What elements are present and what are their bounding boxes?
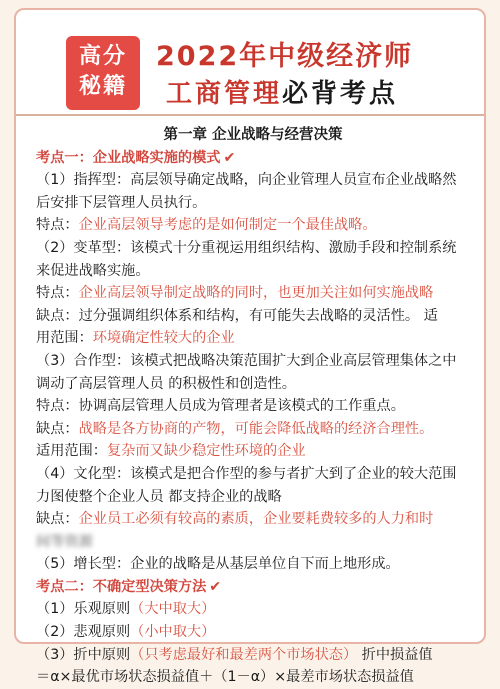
feature-label: 特点： xyxy=(36,217,79,234)
method-note: （小中取大） xyxy=(130,624,216,641)
feature-label: 特点： xyxy=(36,285,79,302)
point2-heading xyxy=(36,576,470,599)
header xyxy=(16,10,484,116)
subtitle-highlight: 工商管理 xyxy=(166,79,283,109)
feature-text: 企业高层领导制定战略的同时，也更加关注如何实施战略 xyxy=(78,285,434,302)
model1: （1）指挥型：高层领导确定战略，向企业管理人员宣布企业战略然后安排下层管理人员执行。 xyxy=(36,172,457,211)
method2 xyxy=(36,621,470,644)
flaw-label: 缺点： xyxy=(36,420,79,437)
badge-line1: 高分 xyxy=(78,44,127,69)
method1 xyxy=(36,598,470,621)
flaw-text: 企业员工必须有较高的素质，企业要耗费较多的人力和时 xyxy=(78,511,434,528)
feature-text: 企业高层领导考虑的是如何制定一个最佳战略。 xyxy=(78,217,377,234)
model2-feature xyxy=(36,282,470,305)
check-icon: ✔ xyxy=(209,578,222,595)
badge-line2: 秘籍 xyxy=(78,74,127,99)
method-tail: 折中损益值 xyxy=(357,646,433,663)
model4-flaw xyxy=(36,508,470,531)
model1-feature xyxy=(36,214,470,237)
page-card xyxy=(14,8,486,686)
scope-label: 适用范围： xyxy=(36,443,107,460)
method3-formula: ＝α×最优市场状态损益值＋（1－α）×最差市场状态损益值 xyxy=(36,669,414,686)
method-note: （大中取大） xyxy=(130,601,216,618)
model5: （5）增长型：企业的战略是从基层单位自下而上地形成。 xyxy=(36,556,400,573)
model2-flaw: 缺点：过分强调组织体系和结构，有可能失去战略的灵活性。 适 xyxy=(36,307,438,324)
method-label: （1）乐观原则 xyxy=(36,601,131,618)
method3 xyxy=(36,644,470,667)
model4: （4）文化型：该模式是把合作型的参与者扩大到了企业的较大范围力图使整个企业人员 都支持企业的战略 xyxy=(36,465,457,505)
badge xyxy=(66,36,140,110)
model3: （3）合作型：该模式把战略决策范围扩大到企业高层管理集体之中调动了高层管理人员 的积极性和创造性。 xyxy=(36,352,457,392)
content xyxy=(16,116,484,689)
scope-text: 复杂而又缺少稳定性环境的企业 xyxy=(106,443,306,460)
scope-text: 环境确定性较大的企业 xyxy=(92,330,235,347)
subtitle xyxy=(166,73,398,110)
check-icon: ✔ xyxy=(223,149,236,166)
point2-title: 考点二：不确定型决策方法 xyxy=(36,578,207,595)
method-label: （3）折中原则 xyxy=(36,646,131,663)
method-note: （只考虑最好和最差两个市场状态） xyxy=(130,646,358,663)
scope-label: 用范围： xyxy=(36,330,93,347)
blurred-line: 间等资源 xyxy=(36,533,93,550)
point1-title: 考点一：企业战略实施的模式 xyxy=(36,149,221,166)
model3-flaw xyxy=(36,418,470,441)
flaw-text: 战略是各方协商的产物，可能会降低战略的经济合理性。 xyxy=(78,420,434,437)
model3-scope xyxy=(36,440,470,463)
model2-scope xyxy=(36,327,470,350)
subtitle-rest: 必背考点 xyxy=(282,79,399,109)
method-label: （2）悲观原则 xyxy=(36,624,131,641)
chapter-title: 第一章 企业战略与经营决策 xyxy=(163,127,343,143)
model2: （2）变革型：该模式十分重视运用组织结构、激励手段和控制系统来促进战略实施。 xyxy=(36,239,457,279)
flaw-label: 缺点： xyxy=(36,511,79,528)
main-title: 2022年中级经济师 xyxy=(156,41,414,72)
model3-feature: 特点：协调高层管理人员成为管理者是该模式的工作重点。 xyxy=(36,398,405,415)
point1-heading xyxy=(36,147,470,170)
